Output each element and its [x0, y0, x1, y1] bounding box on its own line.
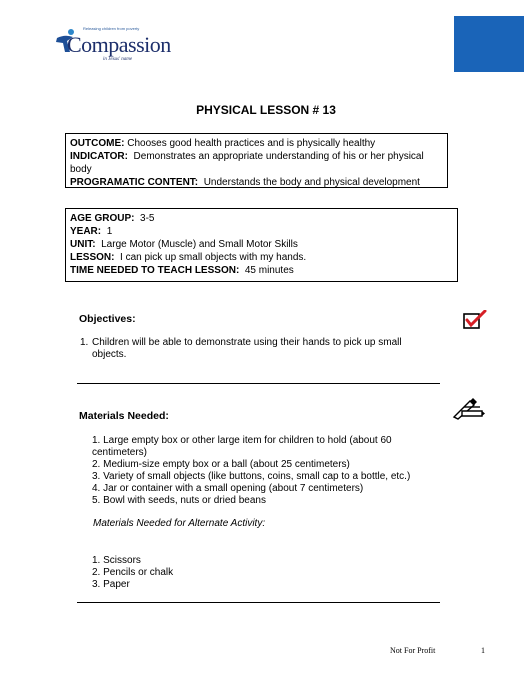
outcome-text: Chooses good health practices and is physically healthy — [127, 138, 376, 149]
objective-item — [80, 337, 425, 361]
logo-subtitle: in Jesus' name — [103, 57, 133, 62]
time-label: TIME NEEDED TO TEACH LESSON: — [70, 265, 240, 276]
materials-item-1: 1. Large empty box or other large item for children to hold (about 60 centimeters) — [92, 435, 392, 458]
age-text: 3-5 — [140, 213, 155, 224]
alt-item-2: 2. Pencils or chalk — [92, 567, 174, 578]
lesson-row — [70, 251, 453, 264]
compassion-logo — [53, 26, 171, 68]
year-text: 1 — [106, 226, 113, 237]
year-row — [70, 225, 453, 238]
year-label: YEAR: — [70, 226, 102, 237]
logo-name: Compassion — [67, 32, 171, 57]
content-label: PROGRAMATIC CONTENT: — [70, 177, 199, 188]
alt-item-1: 1. Scissors — [92, 555, 141, 566]
time-row — [70, 264, 453, 277]
unit-row — [70, 238, 453, 251]
content-text: Understands the body and physical development — [203, 177, 420, 188]
indicator-text: Demonstrates an appropriate understanding of his or her physical body — [70, 151, 424, 175]
indicator-row — [70, 150, 443, 176]
materials-heading: Materials Needed: — [79, 410, 169, 422]
materials-item-3: 3. Variety of small objects (like buttons, coins, small cap to a bottle, etc.) — [92, 471, 411, 482]
outcome-label: OUTCOME: — [70, 138, 125, 149]
time-text: 45 minutes — [244, 265, 294, 276]
materials-list — [92, 435, 442, 507]
unit-text: Large Motor (Muscle) and Small Motor Skills — [101, 239, 298, 250]
indicator-label: INDICATOR: — [70, 151, 128, 162]
footer-note: Not For Profit — [390, 646, 436, 655]
materials-item-2: 2. Medium-size empty box or a ball (about 25 centimeters) — [92, 459, 350, 470]
unit-label: UNIT: — [70, 239, 96, 250]
outcome-row — [70, 137, 443, 150]
pencils-icon — [452, 397, 486, 421]
alt-item-3: 3. Paper — [92, 579, 130, 590]
materials-item-5: 5. Bowl with seeds, nuts or dried beans — [92, 495, 266, 506]
materials-item-4: 4. Jar or container with a small opening (about 7 centimeters) — [92, 483, 364, 494]
lesson-text: I can pick up small objects with my hands. — [120, 252, 307, 263]
checkbox-checked-icon — [463, 310, 487, 330]
brand-color-block — [454, 16, 524, 72]
lesson-label: LESSON: — [70, 252, 115, 263]
objectives-list — [80, 337, 425, 361]
divider-2 — [77, 602, 440, 603]
objectives-heading: Objectives: — [79, 313, 136, 325]
objective-number: 1. — [80, 337, 89, 348]
outcome-box — [65, 133, 448, 188]
logo-tagline: Releasing children from poverty — [83, 26, 140, 31]
alt-materials-heading: Materials Needed for Alternate Activity: — [93, 518, 266, 529]
divider-1 — [77, 383, 440, 384]
content-row — [70, 176, 443, 189]
page-title: PHYSICAL LESSON # 13 — [196, 103, 336, 117]
alt-materials-list — [92, 555, 173, 591]
age-label: AGE GROUP: — [70, 213, 135, 224]
age-row — [70, 212, 453, 225]
objective-text: Children will be able to demonstrate using their hands to pick up small objects. — [92, 337, 402, 360]
page-number: 1 — [481, 646, 485, 655]
lesson-info-box — [65, 208, 458, 282]
